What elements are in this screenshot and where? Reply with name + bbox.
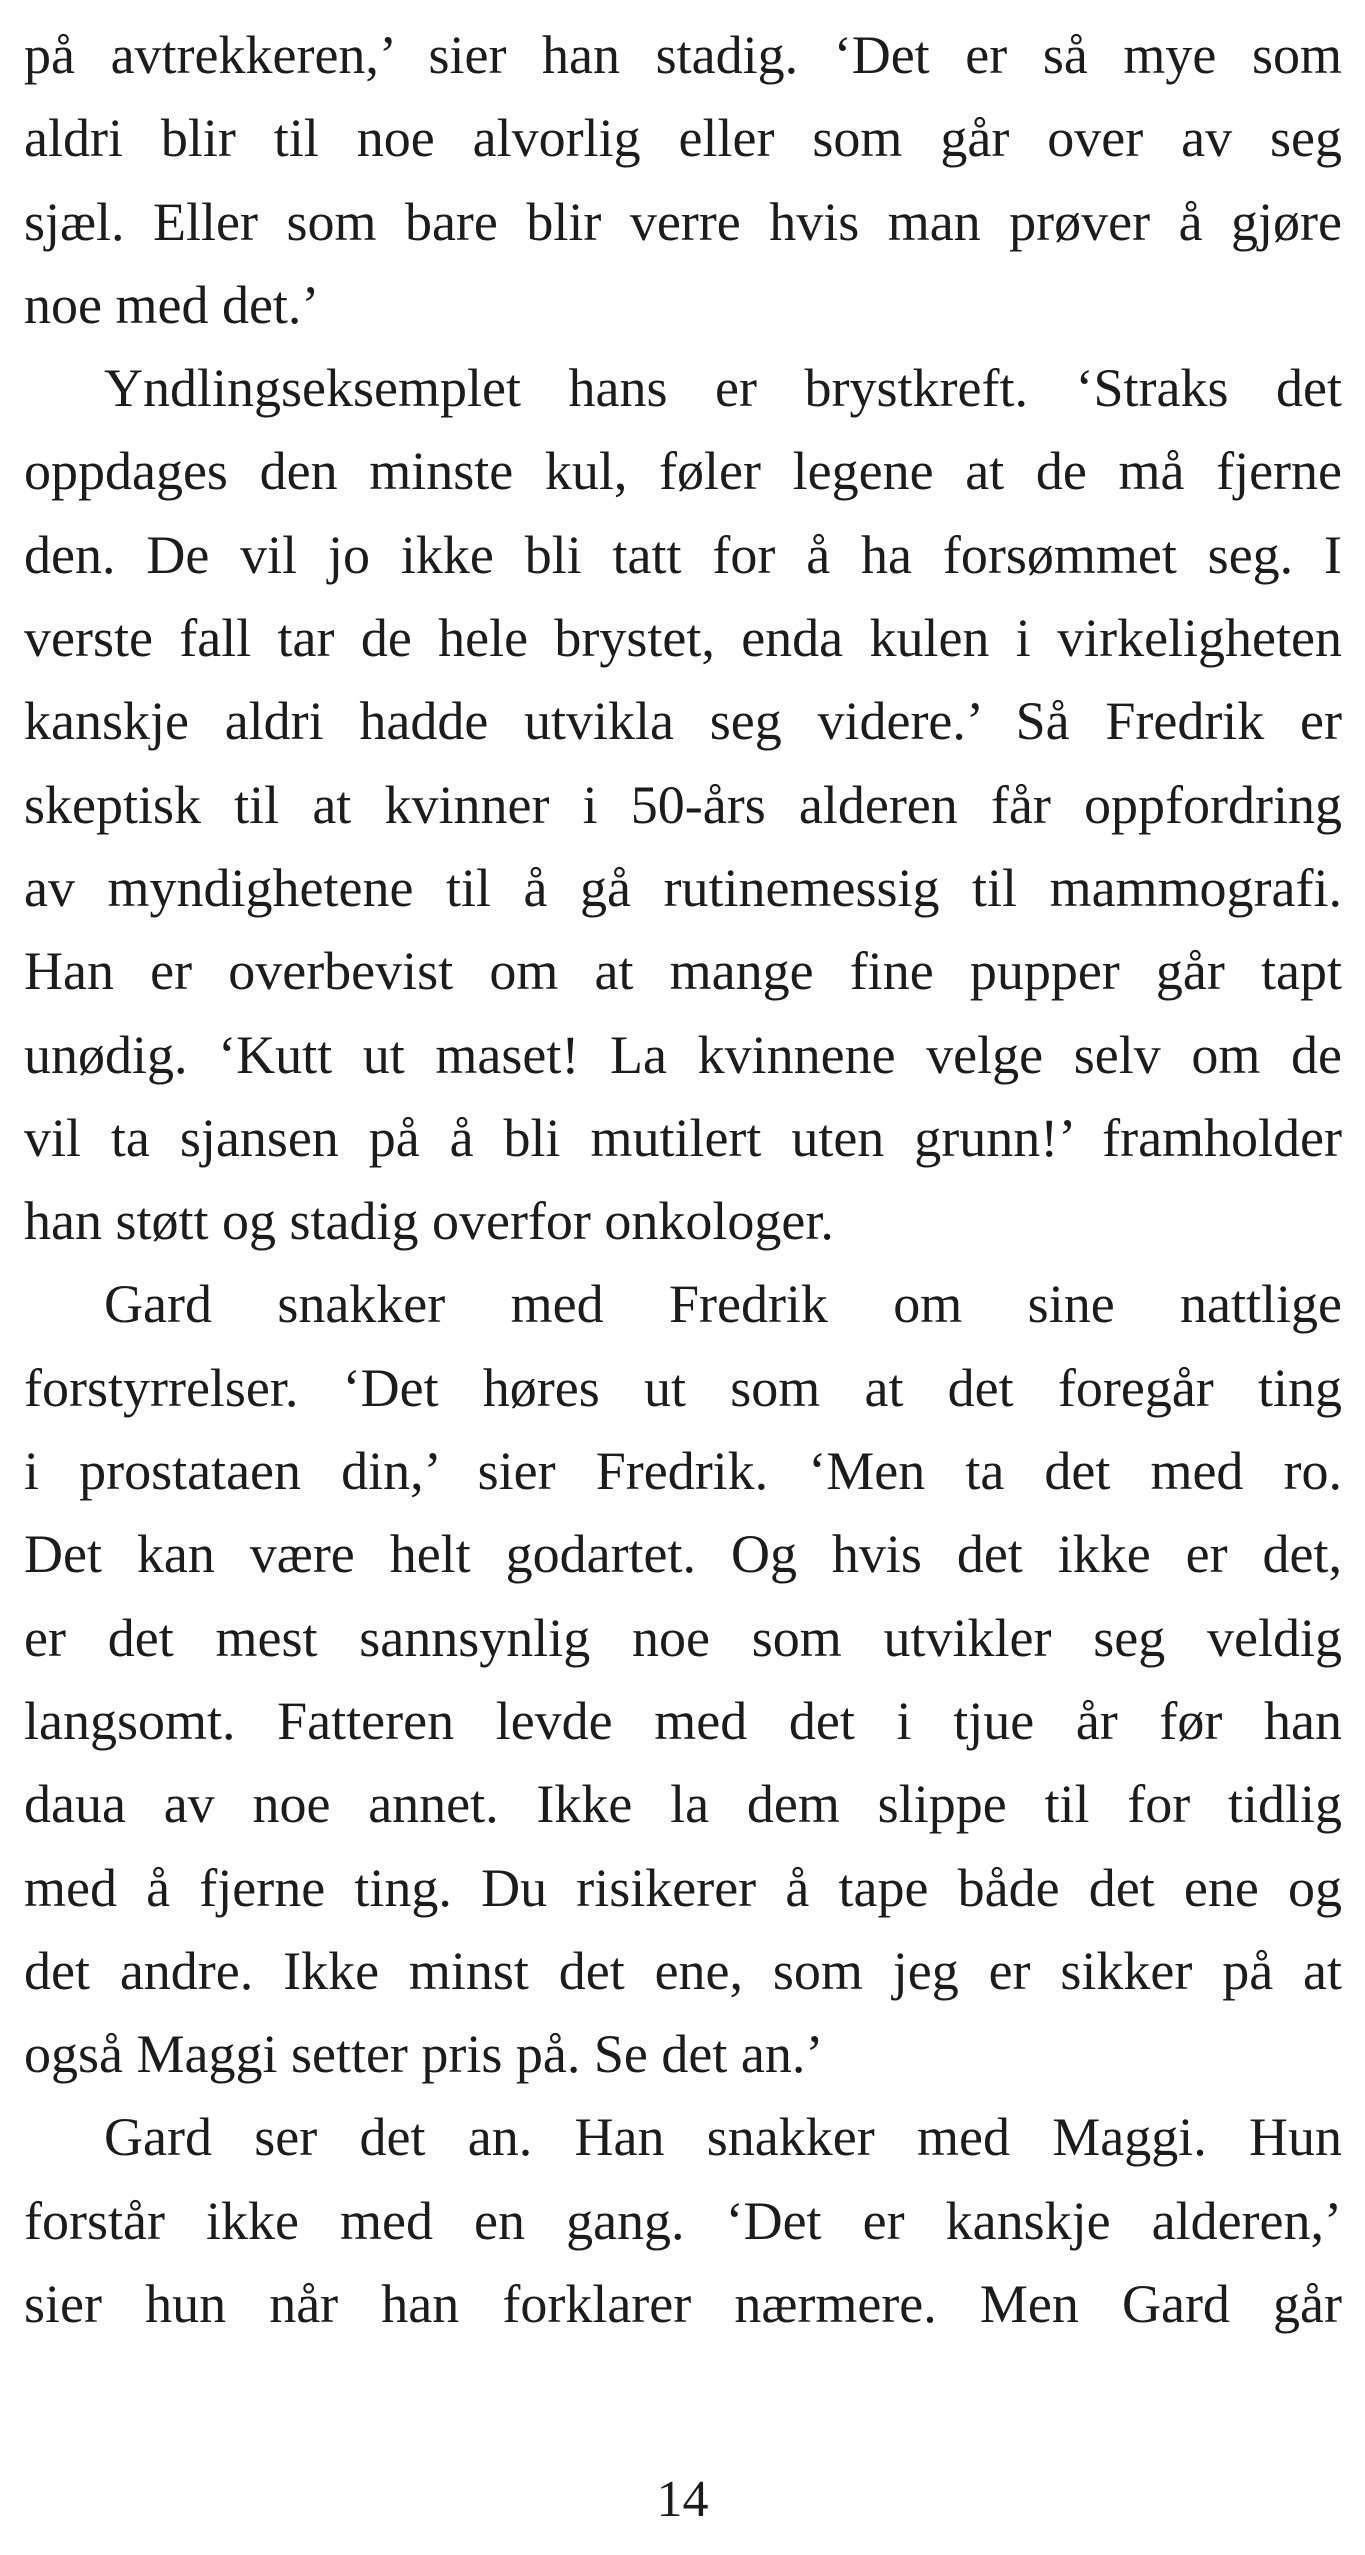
text-line: den. De vil jo ikke bli tatt for å ha forsømmet seg. I xyxy=(24,524,1342,585)
text-line: kanskje aldri hadde utvikla seg videre.’ Så Fredrik er xyxy=(24,691,1342,752)
text-line: noe med det.’ xyxy=(24,274,320,335)
paragraph-first-line: Gard ser det an. Han snakker med Maggi. Hun xyxy=(104,2107,1342,2168)
text-line: er det mest sannsynlig noe som utvikler seg veldig xyxy=(24,1607,1342,1668)
text-line: Han er overbevist om at mange fine pupper går tapt xyxy=(24,941,1342,1002)
text-line: forstyrrelser. ‘Det høres ut som at det foregår ting xyxy=(24,1357,1342,1418)
text-line: oppdages den minste kul, føler legene at de må fjerne xyxy=(24,441,1342,502)
text-line: sier hun når han forklarer nærmere. Men Gard går xyxy=(24,2274,1342,2335)
text-line: daua av noe annet. Ikke la dem slippe til for tidlig xyxy=(24,1774,1342,1835)
text-line: unødig. ‘Kutt ut maset! La kvinnene velge selv om de xyxy=(24,1024,1342,1085)
body-text xyxy=(24,14,1342,2346)
text-line: vil ta sjansen på å bli mutilert uten grunn!’ framholder xyxy=(24,1107,1342,1168)
paragraph-first-line: Yndlingseksemplet hans er brystkreft. ‘Straks det xyxy=(104,358,1342,419)
text-line: sjæl. Eller som bare blir verre hvis man prøver å gjøre xyxy=(24,191,1342,252)
text-line: av myndighetene til å gå rutinemessig til mammografi. xyxy=(24,857,1342,918)
text-line: på avtrekkeren,’ sier han stadig. ‘Det er så mye som xyxy=(24,25,1342,85)
text-line: med å fjerne ting. Du risikerer å tape både det ene og xyxy=(24,1857,1342,1918)
text-line: han støtt og stadig overfor onkologer. xyxy=(24,1191,834,1252)
paragraph-first-line: Gard snakker med Fredrik om sine nattlige xyxy=(104,1274,1342,1335)
text-line: langsomt. Fatteren levde med det i tjue år før han xyxy=(24,1690,1342,1751)
page-number: 14 xyxy=(656,2471,709,2528)
text-line: verste fall tar de hele brystet, enda kulen i virkeligheten xyxy=(24,608,1342,669)
text-line: også Maggi setter pris på. Se det an.’ xyxy=(24,2024,824,2085)
text-line: i prostataen din,’ sier Fredrik. ‘Men ta det med ro. xyxy=(24,1441,1342,1502)
text-line: forstår ikke med en gang. ‘Det er kanskje alderen,’ xyxy=(24,2190,1342,2251)
text-line: aldri blir til noe alvorlig eller som går over av seg xyxy=(24,108,1342,169)
text-line: det andre. Ikke minst det ene, som jeg er sikker på at xyxy=(24,1940,1342,2001)
text-line: skeptisk til at kvinner i 50-års alderen får oppfordring xyxy=(24,774,1342,835)
text-line: Det kan være helt godartet. Og hvis det ikke er det, xyxy=(24,1524,1342,1585)
